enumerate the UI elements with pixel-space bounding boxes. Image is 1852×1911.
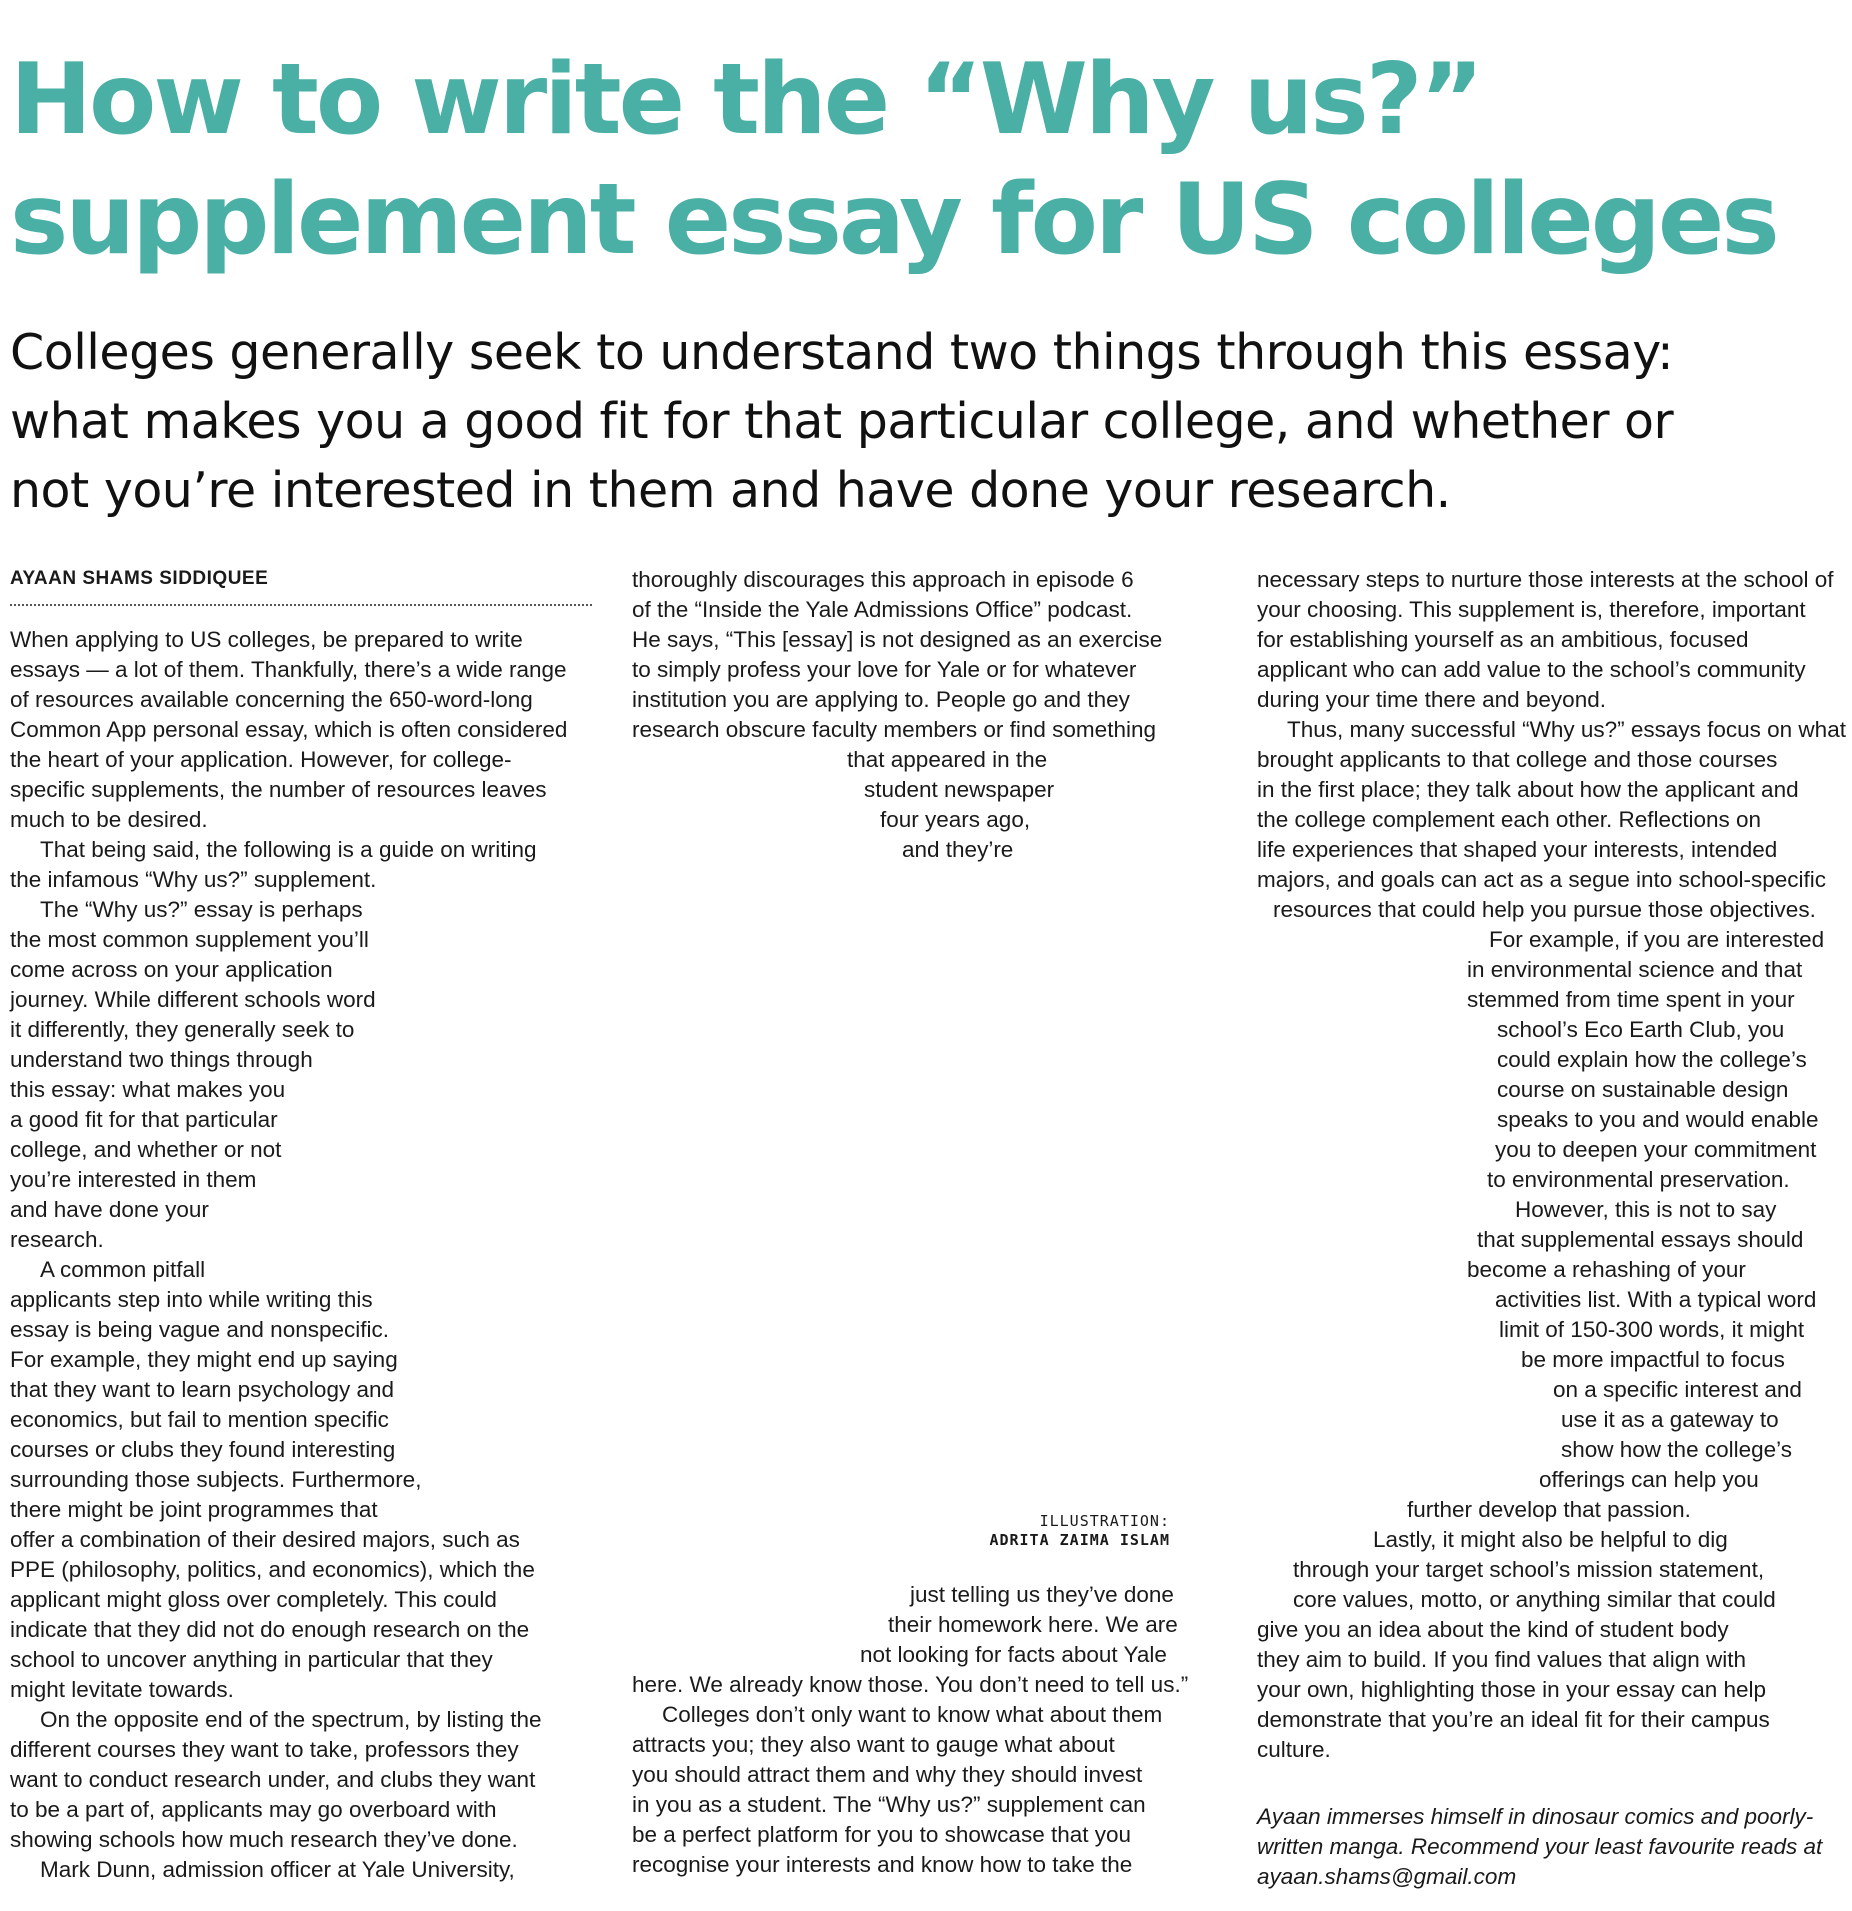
article-column-2-top: [632, 565, 1202, 865]
text-line: applicants step into while writing this: [10, 1287, 373, 1312]
text-line: surrounding those subjects. Furthermore,: [10, 1467, 422, 1492]
text-line: for establishing yourself as an ambitious, focused: [1257, 627, 1749, 652]
text-line: Colleges don’t only want to know what about them: [662, 1702, 1163, 1727]
headline-line: How to write the “Why us?”: [10, 43, 1482, 157]
deck-line: Colleges generally seek to understand two things through this essay:: [10, 324, 1674, 381]
text-line: that they want to learn psychology and: [10, 1377, 394, 1402]
text-line: your choosing. This supplement is, therefore, important: [1257, 597, 1806, 622]
text-line: Common App personal essay, which is often considered: [10, 717, 568, 742]
text-line: institution you are applying to. People go and they: [632, 687, 1130, 712]
text-line: For example, if you are interested: [1489, 927, 1825, 952]
text-line: a good fit for that particular: [10, 1107, 278, 1132]
text-line: on a specific interest and: [1553, 1377, 1802, 1402]
illustration-credit: [880, 1512, 1170, 1550]
text-line: resources that could help you pursue those objectives.: [1273, 897, 1816, 922]
text-line: stemmed from time spent in your: [1467, 987, 1795, 1012]
text-line: culture.: [1257, 1737, 1331, 1762]
text-line: understand two things through: [10, 1047, 313, 1072]
article-column-1: [10, 625, 600, 1885]
text-line: you should attract them and why they should invest: [632, 1762, 1143, 1787]
text-line: The “Why us?” essay is perhaps: [40, 897, 363, 922]
text-line: use it as a gateway to: [1561, 1407, 1779, 1432]
text-line: demonstrate that you’re an ideal fit for their campus: [1257, 1707, 1770, 1732]
text-line: the heart of your application. However, for college-: [10, 747, 512, 772]
text-line: applicant might gloss over completely. This could: [10, 1587, 497, 1612]
text-line: might levitate towards.: [10, 1677, 234, 1702]
text-line: much to be desired.: [10, 807, 208, 832]
text-line: written manga. Recommend your least favourite reads at: [1257, 1834, 1823, 1859]
deck-line: not you’re interested in them and have done your research.: [10, 462, 1451, 519]
text-line: When applying to US colleges, be prepared to write: [10, 627, 523, 652]
author-byline: AYAAN SHAMS SIDDIQUEE: [10, 568, 269, 589]
text-line: activities list. With a typical word: [1495, 1287, 1817, 1312]
headline-line: supplement essay for US colleges: [10, 163, 1777, 277]
text-line: could explain how the college’s: [1497, 1047, 1807, 1072]
text-line: that supplemental essays should: [1477, 1227, 1804, 1252]
text-line: necessary steps to nurture those interests at the school of: [1257, 567, 1834, 592]
text-line: Ayaan immerses himself in dinosaur comics and poorly-: [1257, 1804, 1814, 1829]
text-line: in the first place; they talk about how the applicant and: [1257, 777, 1799, 802]
text-line: different courses they want to take, professors they: [10, 1737, 519, 1762]
text-line: in you as a student. The “Why us?” supplement can: [632, 1792, 1146, 1817]
text-line: research obscure faculty members or find something: [632, 717, 1156, 742]
deck-line: what makes you a good fit for that particular college, and whether or: [10, 393, 1674, 450]
text-line: majors, and goals can act as a segue into school-specific: [1257, 867, 1827, 892]
text-line: it differently, they generally seek to: [10, 1017, 355, 1042]
text-line: that appeared in the: [847, 747, 1048, 772]
text-line: journey. While different schools word: [10, 987, 376, 1012]
text-line: the infamous “Why us?” supplement.: [10, 867, 377, 892]
text-line: showing schools how much research they’ve done.: [10, 1827, 518, 1852]
text-line: in environmental science and that: [1467, 957, 1803, 982]
text-line: course on sustainable design: [1497, 1077, 1789, 1102]
text-line: the most common supplement you’ll: [10, 927, 369, 952]
text-line: through your target school’s mission statement,: [1293, 1557, 1765, 1582]
text-line: On the opposite end of the spectrum, by listing the: [40, 1707, 542, 1732]
text-line: offerings can help you: [1539, 1467, 1759, 1492]
text-line: That being said, the following is a guide on writing: [40, 837, 537, 862]
text-line: college, and whether or not: [10, 1137, 282, 1162]
text-line: indicate that they did not do enough research on the: [10, 1617, 530, 1642]
text-line: limit of 150-300 words, it might: [1499, 1317, 1805, 1342]
text-line: school’s Eco Earth Club, you: [1497, 1017, 1785, 1042]
text-line: your own, highlighting those in your essay can help: [1257, 1677, 1767, 1702]
text-line: here. We already know those. You don’t need to tell us.”: [632, 1672, 1189, 1697]
text-line: speaks to you and would enable: [1497, 1107, 1819, 1132]
headline: [10, 40, 1850, 280]
text-line: just telling us they’ve done: [910, 1582, 1174, 1607]
text-line: Lastly, it might also be helpful to dig: [1373, 1527, 1728, 1552]
text-line: to be a part of, applicants may go overboard with: [10, 1797, 497, 1822]
text-line: school to uncover anything in particular that they: [10, 1647, 493, 1672]
text-line: research.: [10, 1227, 104, 1252]
text-line: economics, but fail to mention specific: [10, 1407, 389, 1432]
text-line: of the “Inside the Yale Admissions Office” podcast.: [632, 597, 1133, 622]
text-line: four years ago,: [880, 807, 1031, 832]
text-line: PPE (philosophy, politics, and economics), which the: [10, 1557, 535, 1582]
text-line: this essay: what makes you: [10, 1077, 286, 1102]
text-line: be a perfect platform for you to showcase that you: [632, 1822, 1132, 1847]
author-bio: [1257, 1802, 1847, 1892]
text-line: come across on your application: [10, 957, 333, 982]
text-line: Mark Dunn, admission officer at Yale University,: [40, 1857, 515, 1882]
article-column-2-bottom: [632, 1580, 1222, 1880]
text-line: not looking for facts about Yale: [860, 1642, 1167, 1667]
text-line: student newspaper: [864, 777, 1055, 802]
text-line: their homework here. We are: [888, 1612, 1178, 1637]
text-line: life experiences that shaped your interests, intended: [1257, 837, 1778, 862]
text-line: specific supplements, the number of resources leaves: [10, 777, 547, 802]
credit-label: ILLUSTRATION:: [1039, 1512, 1170, 1530]
text-line: applicant who can add value to the school’s community: [1257, 657, 1806, 682]
text-line: you to deepen your commitment: [1495, 1137, 1817, 1162]
text-line: be more impactful to focus: [1521, 1347, 1785, 1372]
text-line: A common pitfall: [40, 1257, 206, 1282]
text-line: want to conduct research under, and clubs they want: [10, 1767, 536, 1792]
text-line: to environmental preservation.: [1487, 1167, 1790, 1192]
text-line: essays — a lot of them. Thankfully, there’s a wide range: [10, 657, 567, 682]
text-line: Thus, many successful “Why us?” essays focus on what: [1287, 717, 1846, 742]
text-line: However, this is not to say: [1515, 1197, 1777, 1222]
text-line: to simply profess your love for Yale or for whatever: [632, 657, 1137, 682]
text-line: ayaan.shams@gmail.com: [1257, 1864, 1517, 1889]
text-line: attracts you; they also want to gauge what about: [632, 1732, 1115, 1757]
text-line: core values, motto, or anything similar that could: [1293, 1587, 1776, 1612]
text-line: become a rehashing of your: [1467, 1257, 1746, 1282]
byline-divider: [10, 604, 592, 606]
text-line: show how the college’s: [1561, 1437, 1792, 1462]
credit-name: ADRITA ZAIMA ISLAM: [989, 1531, 1170, 1549]
text-line: the college complement each other. Reflections on: [1257, 807, 1762, 832]
text-line: during your time there and beyond.: [1257, 687, 1606, 712]
illustration-area: [860, 870, 1210, 1480]
text-line: essay is being vague and nonspecific.: [10, 1317, 389, 1342]
text-line: brought applicants to that college and those courses: [1257, 747, 1778, 772]
text-line: you’re interested in them: [10, 1167, 257, 1192]
text-line: For example, they might end up saying: [10, 1347, 398, 1372]
text-line: He says, “This [essay] is not designed as an exercise: [632, 627, 1163, 652]
text-line: offer a combination of their desired majors, such as: [10, 1527, 520, 1552]
text-line: they aim to build. If you find values that align with: [1257, 1647, 1747, 1672]
text-line: further develop that passion.: [1407, 1497, 1691, 1522]
text-line: recognise your interests and know how to take the: [632, 1852, 1133, 1877]
text-line: and have done your: [10, 1197, 209, 1222]
text-line: thoroughly discourages this approach in episode 6: [632, 567, 1134, 592]
deck-subheading: [10, 318, 1850, 525]
text-line: of resources available concerning the 650-word-long: [10, 687, 533, 712]
text-line: and they’re: [902, 837, 1014, 862]
text-line: give you an idea about the kind of student body: [1257, 1617, 1729, 1642]
text-line: there might be joint programmes that: [10, 1497, 378, 1522]
article-column-3: [1257, 565, 1847, 1765]
text-line: courses or clubs they found interesting: [10, 1437, 396, 1462]
